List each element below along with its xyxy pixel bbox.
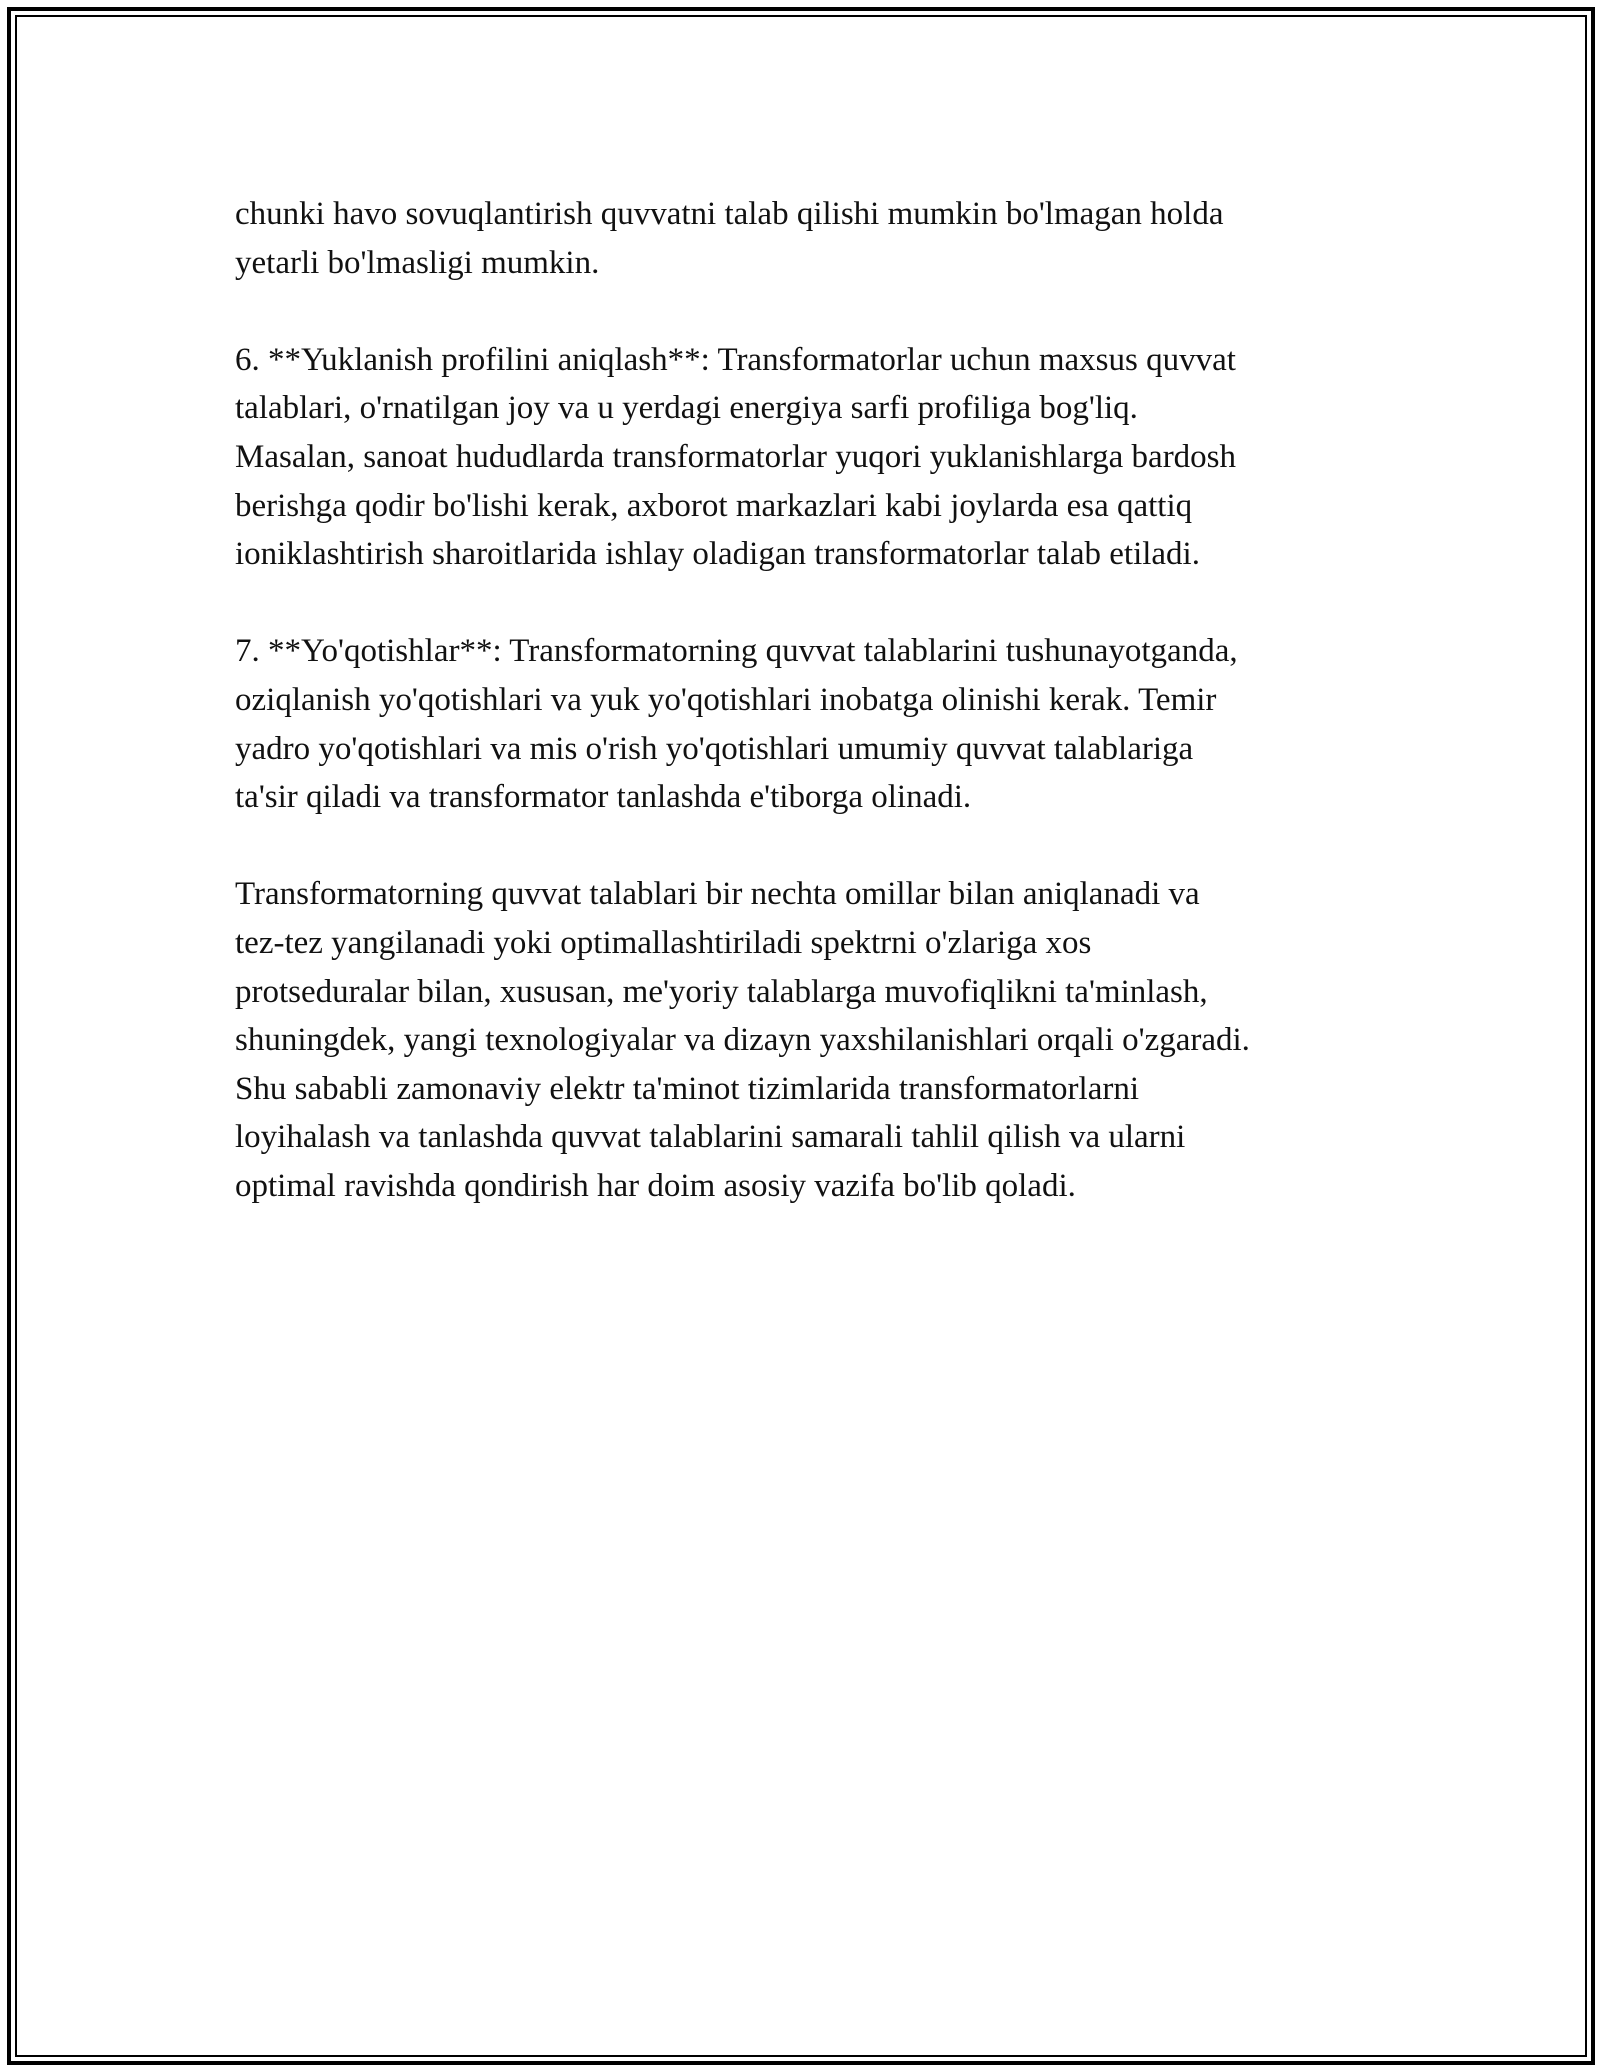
text-line: tez-tez yangilanadi yoki optimallashtiriladi spektrni o'zlariga xos xyxy=(235,924,1092,961)
text-line: Shu sababli zamonaviy elektr ta'minot tizimlarida transformatorlarni xyxy=(235,1070,1140,1107)
document-body xyxy=(235,190,1375,1259)
paragraph-item-6 xyxy=(235,336,1375,579)
paragraph-conclusion xyxy=(235,870,1375,1210)
text-line: berishga qodir bo'lishi kerak, axborot markazlari kabi joylarda esa qattiq xyxy=(235,487,1193,524)
text-line: protseduralar bilan, xususan, me'yoriy talablarga muvofiqlikni ta'minlash, xyxy=(235,973,1208,1010)
paragraph-item-7 xyxy=(235,627,1375,821)
text-line: ioniklashtirish sharoitlarida ishlay oladigan transformatorlar talab etiladi. xyxy=(235,536,1200,573)
text-line: shuningdek, yangi texnologiyalar va dizayn yaxshilanishlari orqali o'zgaradi. xyxy=(235,1022,1250,1059)
text-line: 7. **Yo'qotishlar**: Transformatorning quvvat talablarini tushunayotganda, xyxy=(235,633,1238,670)
text-line: chunki havo sovuqlantirish quvvatni talab qilishi mumkin bo'lmagan holda xyxy=(235,196,1224,232)
text-line: yadro yo'qotishlari va mis o'rish yo'qotishlari umumiy quvvat talablariga xyxy=(235,730,1194,767)
text-line: optimal ravishda qondirish har doim asosiy vazifa bo'lib qoladi. xyxy=(235,1167,1076,1204)
paragraph-continuation xyxy=(235,190,1375,287)
text-line: ta'sir qiladi va transformator tanlashda e'tiborga olinadi. xyxy=(235,779,972,816)
text-line: Transformatorning quvvat talablari bir nechta omillar bilan aniqlanadi va xyxy=(235,876,1200,913)
text-line: talablari, o'rnatilgan joy va u yerdagi energiya sarfi profiliga bog'liq. xyxy=(235,390,1138,427)
text-line: oziqlanish yo'qotishlari va yuk yo'qotishlari inobatga olinishi kerak. Temir xyxy=(235,681,1217,718)
text-line: Masalan, sanoat hududlarda transformatorlar yuqori yuklanishlarga bardosh xyxy=(235,438,1237,475)
text-line: loyihalash va tanlashda quvvat talablarini samarali tahlil qilish va ularni xyxy=(235,1119,1186,1156)
text-line: yetarli bo'lmasligi mumkin. xyxy=(235,244,600,281)
text-line: 6. **Yuklanish profilini aniqlash**: Transformatorlar uchun maxsus quvvat xyxy=(235,341,1236,378)
